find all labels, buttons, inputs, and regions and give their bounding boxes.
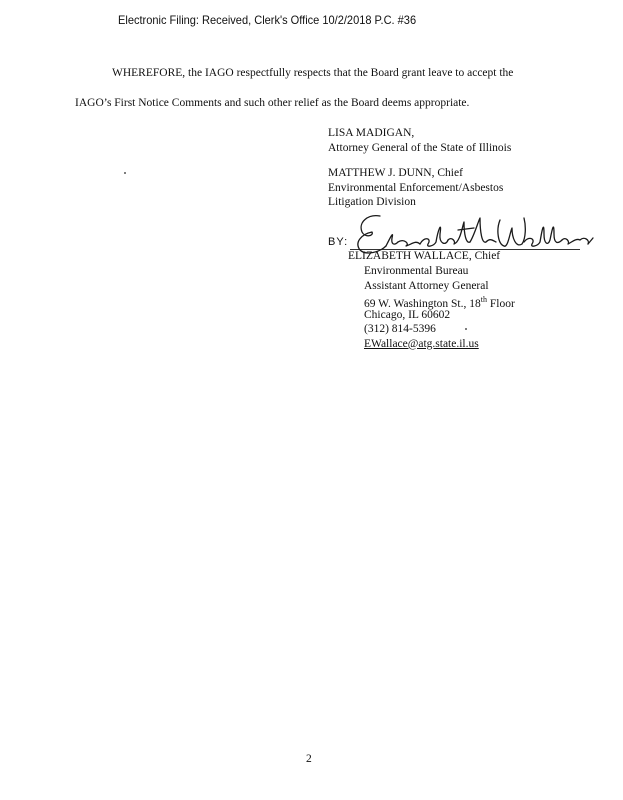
signer-details-block bbox=[364, 264, 515, 351]
by-label: BY: bbox=[328, 236, 349, 248]
address-street-superscript: th bbox=[480, 295, 487, 304]
email-link[interactable]: EWallace@atg.state.il.us bbox=[364, 337, 479, 350]
signer-title: Assistant Attorney General bbox=[364, 279, 489, 292]
attorney-general-name: LISA MADIGAN, bbox=[328, 127, 415, 139]
division-chief-name: MATTHEW J. DUNN, Chief bbox=[328, 167, 463, 179]
stray-mark bbox=[465, 328, 467, 330]
stray-mark bbox=[124, 172, 126, 174]
filing-stamp-header: Electronic Filing: Received, Clerk's Office 10/2/2018 P.C. #36 bbox=[118, 13, 417, 27]
signer-name: ELIZABETH WALLACE, Chief bbox=[348, 250, 501, 262]
paragraph-line-2: IAGO’s First Notice Comments and such other relief as the Board deems appropriate. bbox=[75, 97, 470, 109]
page-number: 2 bbox=[306, 753, 312, 765]
paragraph-line-1: WHEREFORE, the IAGO respectfully respects that the Board grant leave to accept the bbox=[112, 67, 514, 79]
address-street-prefix: 69 W. Washington St., 18 bbox=[364, 297, 481, 310]
phone-number: (312) 814-5396 bbox=[364, 323, 436, 335]
attorney-general-title: Attorney General of the State of Illinois bbox=[328, 141, 512, 154]
address-street bbox=[364, 293, 515, 308]
address-city: Chicago, IL 60602 bbox=[364, 308, 451, 321]
division-title-line-1: Environmental Enforcement/Asbestos bbox=[328, 181, 504, 194]
division-title-line-2: Litigation Division bbox=[328, 196, 416, 208]
attorney-general-block bbox=[328, 126, 511, 155]
address-street-suffix: Floor bbox=[487, 297, 515, 310]
bureau-name: Environmental Bureau bbox=[364, 265, 469, 277]
division-chief-block bbox=[328, 166, 503, 210]
